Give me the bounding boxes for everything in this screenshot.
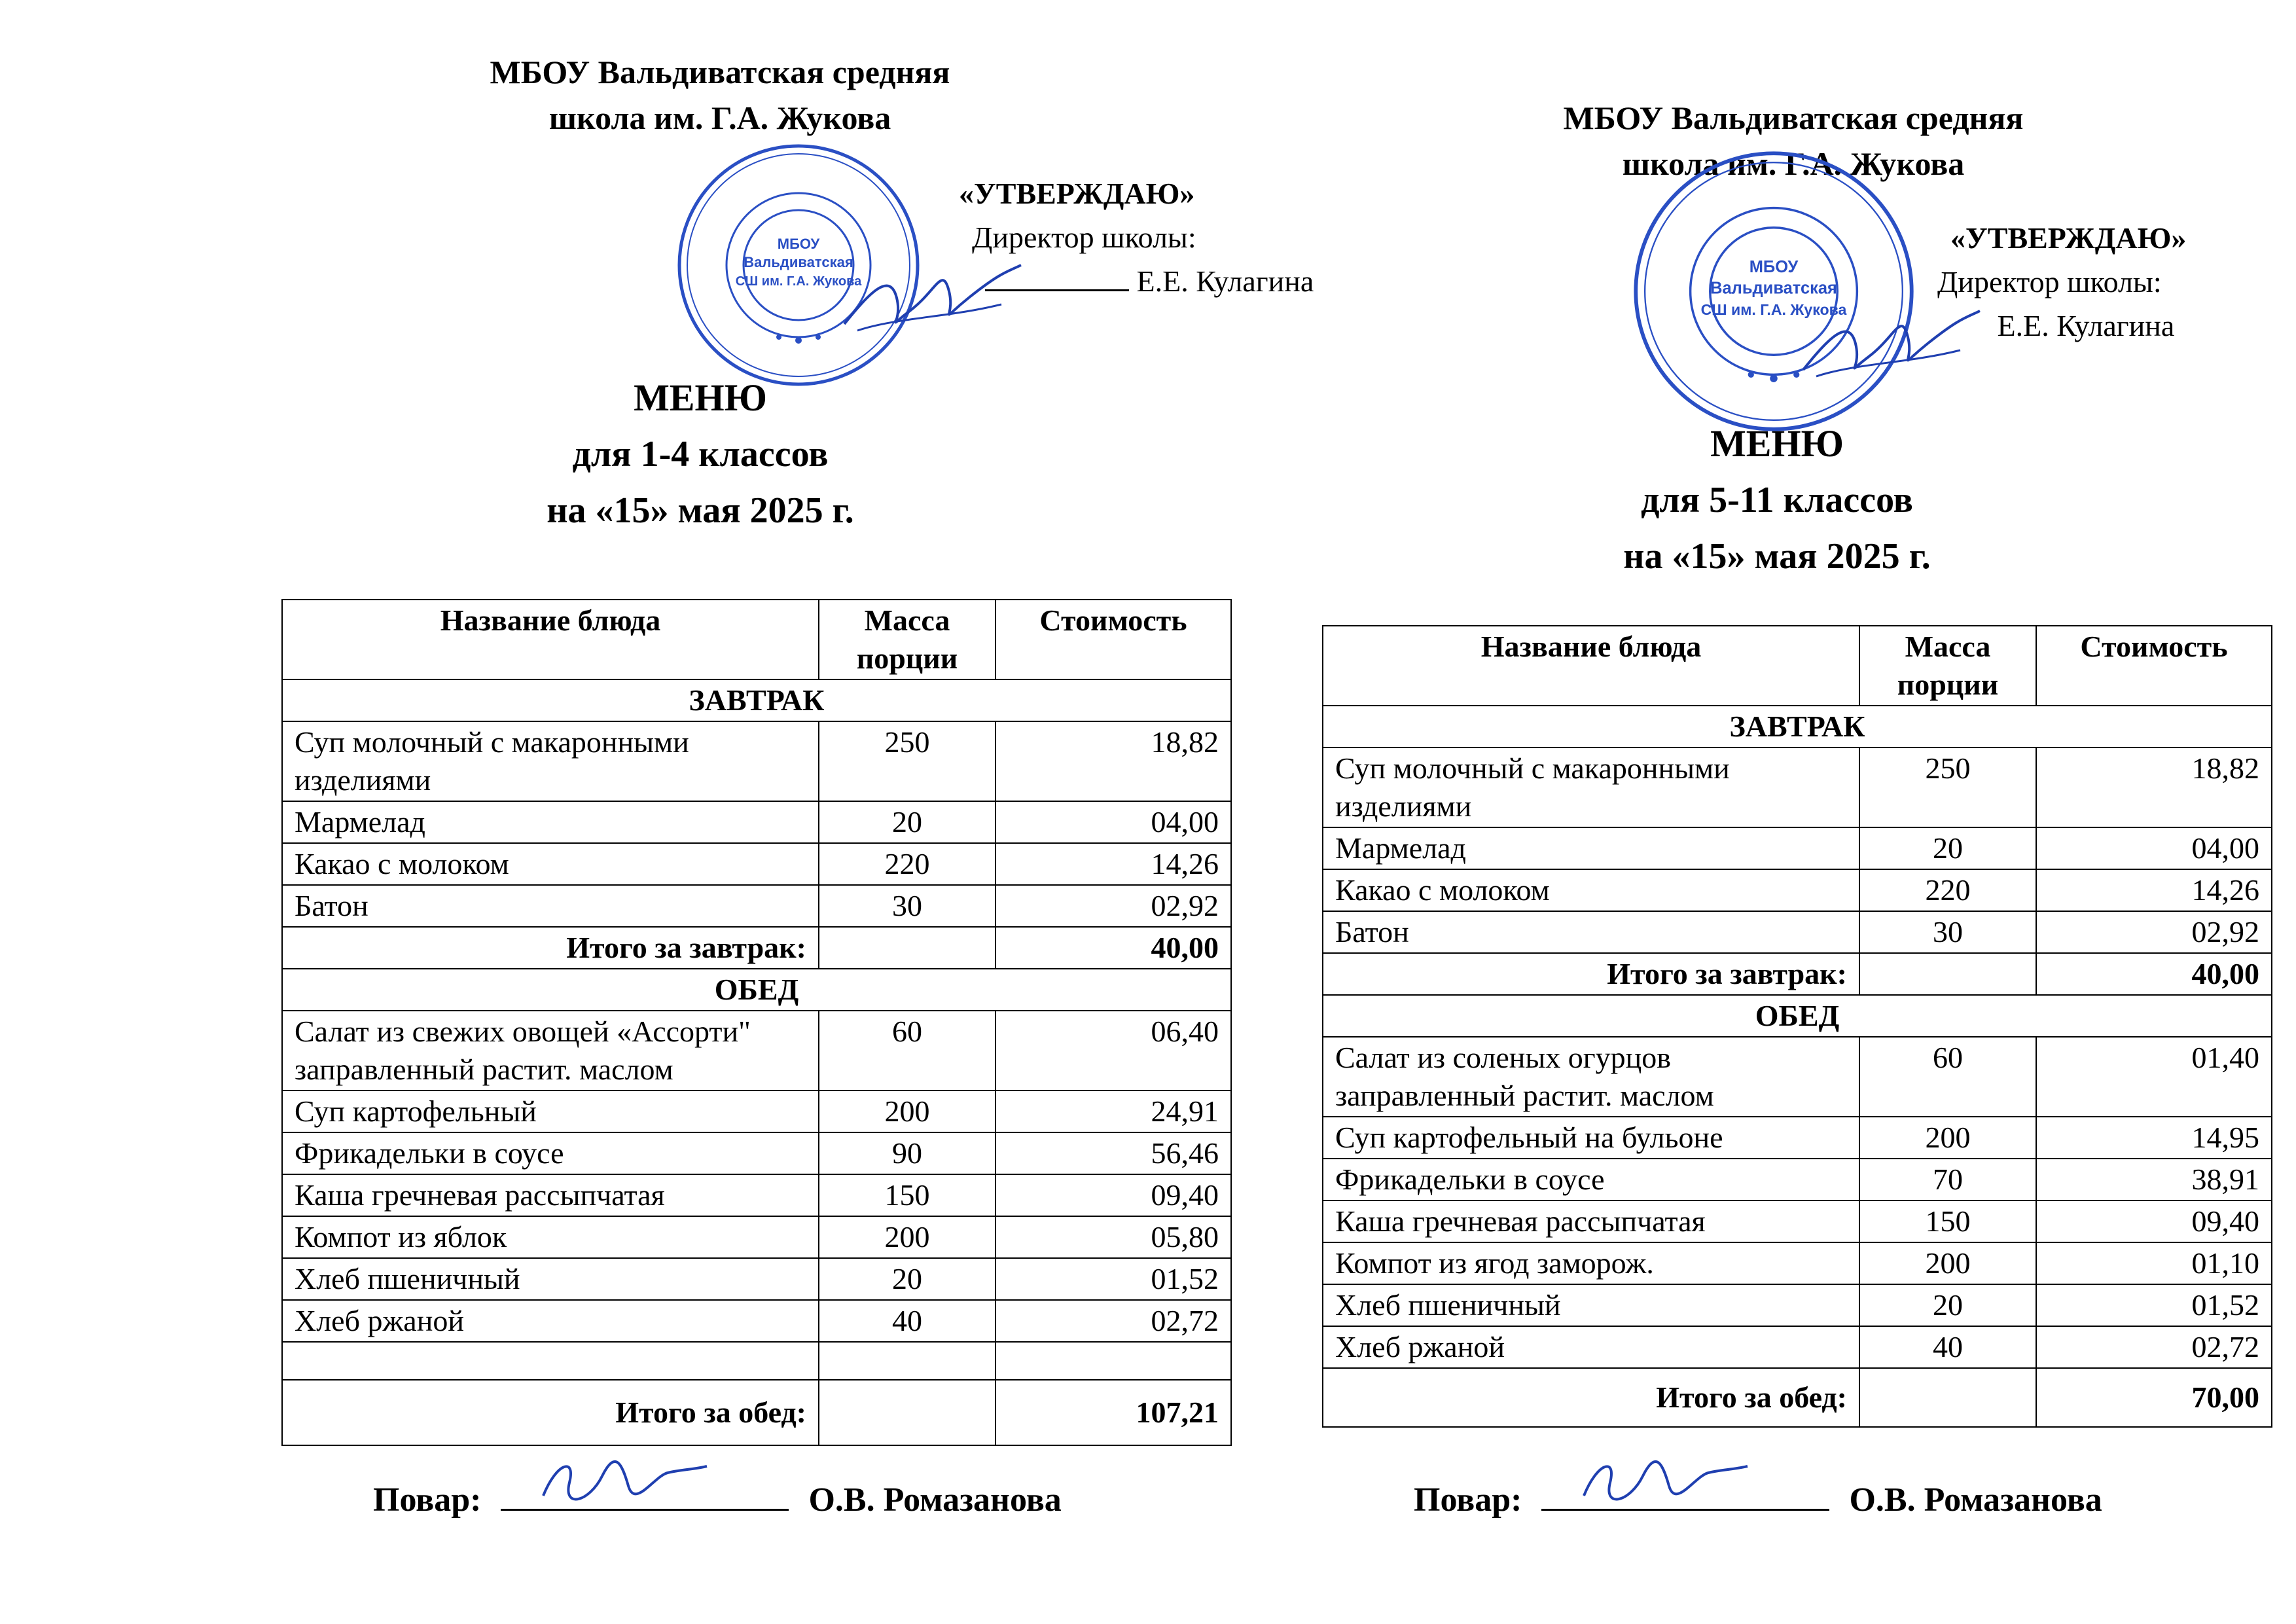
dish-cost: 14,26 bbox=[2036, 869, 2272, 911]
table-row bbox=[282, 1132, 1231, 1174]
dish-name: Мармелад bbox=[282, 801, 819, 843]
director-name: Е.Е. Кулагина bbox=[1136, 264, 1314, 298]
section-breakfast-label: ЗАВТРАК bbox=[1323, 706, 2272, 748]
dish-cost: 18,82 bbox=[2036, 748, 2272, 827]
dish-mass: 220 bbox=[1859, 869, 2036, 911]
table-header-row bbox=[282, 600, 1231, 679]
table-row bbox=[1323, 1326, 2272, 1368]
director-signature-icon bbox=[831, 252, 1028, 344]
menu-title bbox=[406, 370, 995, 539]
table-row bbox=[1323, 827, 2272, 869]
approval-label: «УТВЕРЖДАЮ» bbox=[1950, 221, 2187, 255]
section-lunch bbox=[1323, 995, 2272, 1037]
dish-mass: 40 bbox=[819, 1300, 996, 1342]
dish-name: Суп картофельный bbox=[282, 1091, 819, 1132]
menu-grades-1-4 bbox=[268, 0, 1316, 1624]
approval-label: «УТВЕРЖДАЮ» bbox=[959, 177, 1195, 210]
dish-cost: 02,72 bbox=[2036, 1326, 2272, 1368]
cook-label: Повар: bbox=[373, 1481, 482, 1519]
school-name-line-2: школа им. Г.А. Жукова bbox=[1622, 145, 1965, 182]
lunch-total-empty bbox=[819, 1380, 996, 1445]
section-breakfast-label: ЗАВТРАК bbox=[282, 679, 1231, 721]
dish-mass bbox=[819, 1342, 996, 1380]
dish-name: Хлеб пшеничный bbox=[1323, 1284, 1859, 1326]
school-name-line-1: МБОУ Вальдиватская средняя bbox=[490, 54, 950, 90]
dish-name: Каша гречневая рассыпчатая bbox=[1323, 1200, 1859, 1242]
cook-signature-icon bbox=[1571, 1450, 1754, 1509]
lunch-total-value: 107,21 bbox=[996, 1380, 1231, 1445]
school-name-line-2: школа им. Г.А. Жукова bbox=[548, 99, 891, 136]
breakfast-total-value: 40,00 bbox=[996, 927, 1231, 969]
dish-cost: 14,95 bbox=[2036, 1117, 2272, 1159]
dish-cost: 01,40 bbox=[2036, 1037, 2272, 1117]
dish-name: Фрикадельки в соусе bbox=[1323, 1159, 1859, 1200]
dish-mass: 20 bbox=[819, 801, 996, 843]
dish-cost: 09,40 bbox=[996, 1174, 1231, 1216]
dish-name: Компот из ягод заморож. bbox=[1323, 1242, 1859, 1284]
stamp-center-line-3: СШ им. Г.А. Жукова bbox=[735, 274, 862, 289]
section-lunch bbox=[282, 969, 1231, 1011]
dish-mass: 150 bbox=[1859, 1200, 2036, 1242]
dish-name: Каша гречневая рассыпчатая bbox=[282, 1174, 819, 1216]
dish-name bbox=[282, 1342, 819, 1380]
breakfast-total-row bbox=[282, 927, 1231, 969]
dish-name: Салат из свежих овощей «Ассорти" заправленный растит. маслом bbox=[282, 1011, 819, 1091]
dish-name: Батон bbox=[1323, 911, 1859, 953]
table-row bbox=[282, 721, 1231, 801]
dish-mass: 250 bbox=[819, 721, 996, 801]
dish-cost: 06,40 bbox=[996, 1011, 1231, 1091]
table-row bbox=[282, 1216, 1231, 1258]
header-mass: Масса порции bbox=[819, 600, 996, 679]
dish-name: Мармелад bbox=[1323, 827, 1859, 869]
dish-cost: 02,72 bbox=[996, 1300, 1231, 1342]
cook-name: О.В. Ромазанова bbox=[1849, 1481, 2102, 1519]
dish-mass: 60 bbox=[819, 1011, 996, 1091]
table-row bbox=[282, 1258, 1231, 1300]
breakfast-total-row bbox=[1323, 953, 2272, 995]
dish-name: Хлеб ржаной bbox=[1323, 1326, 1859, 1368]
lunch-total-empty bbox=[1859, 1368, 2036, 1427]
menu-classes: для 1-4 классов bbox=[572, 434, 829, 475]
breakfast-total-value: 40,00 bbox=[2036, 953, 2272, 995]
dish-cost: 04,00 bbox=[996, 801, 1231, 843]
dish-mass: 150 bbox=[819, 1174, 996, 1216]
dish-cost: 18,82 bbox=[996, 721, 1231, 801]
dish-cost: 38,91 bbox=[2036, 1159, 2272, 1200]
school-stamp-icon bbox=[1630, 147, 1918, 435]
menu-table bbox=[281, 599, 1232, 1446]
dish-name: Хлеб ржаной bbox=[282, 1300, 819, 1342]
breakfast-total-empty bbox=[819, 927, 996, 969]
dish-name: Салат из соленых огурцов заправленный растит. маслом bbox=[1323, 1037, 1859, 1117]
cook-line bbox=[373, 1476, 1062, 1519]
table-row bbox=[1323, 1037, 2272, 1117]
menu-classes: для 5-11 классов bbox=[1641, 480, 1913, 520]
header-cost: Стоимость bbox=[996, 600, 1231, 679]
stamp-center-line-1: МБОУ bbox=[1749, 258, 1799, 277]
dish-mass: 220 bbox=[819, 843, 996, 885]
table-header-row bbox=[1323, 626, 2272, 706]
breakfast-total-label: Итого за завтрак: bbox=[1323, 953, 1859, 995]
table-row bbox=[1323, 1159, 2272, 1200]
dish-cost: 02,92 bbox=[996, 885, 1231, 927]
dish-cost: 04,00 bbox=[2036, 827, 2272, 869]
table-row-empty bbox=[282, 1342, 1231, 1380]
table-row bbox=[1323, 748, 2272, 827]
dish-name: Фрикадельки в соусе bbox=[282, 1132, 819, 1174]
table-row bbox=[282, 1091, 1231, 1132]
section-breakfast bbox=[1323, 706, 2272, 748]
table-row bbox=[282, 1174, 1231, 1216]
dish-mass: 20 bbox=[1859, 1284, 2036, 1326]
section-breakfast bbox=[282, 679, 1231, 721]
school-name bbox=[425, 49, 1014, 141]
dish-mass: 20 bbox=[819, 1258, 996, 1300]
dish-mass: 40 bbox=[1859, 1326, 2036, 1368]
dish-name: Хлеб пшеничный bbox=[282, 1258, 819, 1300]
header-dish: Название блюда bbox=[282, 600, 819, 679]
menu-date: на «15» мая 2025 г. bbox=[547, 490, 854, 531]
dish-mass: 250 bbox=[1859, 748, 2036, 827]
dish-name: Суп молочный с макаронными изделиями bbox=[282, 721, 819, 801]
lunch-total-label: Итого за обед: bbox=[282, 1380, 819, 1445]
header-dish: Название блюда bbox=[1323, 626, 1859, 706]
lunch-total-row bbox=[282, 1380, 1231, 1445]
table-row bbox=[282, 843, 1231, 885]
table-row bbox=[1323, 911, 2272, 953]
breakfast-total-label: Итого за завтрак: bbox=[282, 927, 819, 969]
director-role: Директор школы: bbox=[1937, 265, 2162, 298]
table-row bbox=[282, 1011, 1231, 1091]
dish-cost: 05,80 bbox=[996, 1216, 1231, 1258]
dish-cost: 09,40 bbox=[2036, 1200, 2272, 1242]
dish-mass: 200 bbox=[1859, 1117, 2036, 1159]
dish-mass: 200 bbox=[819, 1216, 996, 1258]
dish-name: Батон bbox=[282, 885, 819, 927]
dish-mass: 20 bbox=[1859, 827, 2036, 869]
dish-cost: 01,10 bbox=[2036, 1242, 2272, 1284]
cook-line bbox=[1414, 1476, 2102, 1519]
breakfast-total-empty bbox=[1859, 953, 2036, 995]
dish-name: Какао с молоком bbox=[282, 843, 819, 885]
menu-heading: МЕНЮ bbox=[634, 376, 767, 419]
table-row bbox=[1323, 1284, 2272, 1326]
menu-date: на «15» мая 2025 г. bbox=[1623, 536, 1931, 577]
dish-mass: 30 bbox=[1859, 911, 2036, 953]
table-row bbox=[282, 1300, 1231, 1342]
table-row bbox=[1323, 1242, 2272, 1284]
director-role: Директор школы: bbox=[972, 221, 1196, 254]
section-lunch-label: ОБЕД bbox=[282, 969, 1231, 1011]
dish-mass: 200 bbox=[819, 1091, 996, 1132]
stamp-center-line-2: Вальдиватская bbox=[1710, 279, 1837, 298]
table-row bbox=[282, 801, 1231, 843]
menu-title bbox=[1482, 416, 2072, 585]
dish-cost: 14,26 bbox=[996, 843, 1231, 885]
table-row bbox=[1323, 869, 2272, 911]
cook-name: О.В. Ромазанова bbox=[808, 1481, 1062, 1519]
school-name-line-1: МБОУ Вальдиватская средняя bbox=[1563, 99, 2024, 136]
dish-mass: 70 bbox=[1859, 1159, 2036, 1200]
dish-mass: 90 bbox=[819, 1132, 996, 1174]
director-signature-icon bbox=[1780, 298, 1996, 389]
table-row bbox=[1323, 1200, 2272, 1242]
lunch-total-label: Итого за обед: bbox=[1323, 1368, 1859, 1427]
dish-mass: 60 bbox=[1859, 1037, 2036, 1117]
dish-cost bbox=[996, 1342, 1231, 1380]
table-row bbox=[282, 885, 1231, 927]
dish-mass: 30 bbox=[819, 885, 996, 927]
director-name: Е.Е. Кулагина bbox=[1997, 309, 2175, 342]
menu-grades-5-11 bbox=[1309, 0, 2296, 1624]
table-row bbox=[1323, 1117, 2272, 1159]
dish-cost: 56,46 bbox=[996, 1132, 1231, 1174]
cook-label: Повар: bbox=[1414, 1481, 1522, 1519]
dish-mass: 200 bbox=[1859, 1242, 2036, 1284]
stamp-center-line-1: МБОУ bbox=[777, 236, 820, 252]
section-lunch-label: ОБЕД bbox=[1323, 995, 2272, 1037]
menu-heading: МЕНЮ bbox=[1710, 422, 1844, 465]
lunch-total-row bbox=[1323, 1368, 2272, 1427]
lunch-total-value: 70,00 bbox=[2036, 1368, 2272, 1427]
stamp-center-line-3: СШ им. Г.А. Жукова bbox=[1700, 300, 1847, 318]
cook-signature-icon bbox=[530, 1450, 713, 1509]
stamp-center-line-2: Вальдиватская bbox=[744, 254, 853, 270]
header-cost: Стоимость bbox=[2036, 626, 2272, 706]
dish-cost: 02,92 bbox=[2036, 911, 2272, 953]
dish-name: Компот из яблок bbox=[282, 1216, 819, 1258]
dish-cost: 01,52 bbox=[2036, 1284, 2272, 1326]
dish-name: Суп молочный с макаронными изделиями bbox=[1323, 748, 1859, 827]
dish-name: Суп картофельный на бульоне bbox=[1323, 1117, 1859, 1159]
dish-name: Какао с молоком bbox=[1323, 869, 1859, 911]
menu-table bbox=[1322, 625, 2272, 1428]
header-mass: Масса порции bbox=[1859, 626, 2036, 706]
dish-cost: 01,52 bbox=[996, 1258, 1231, 1300]
dish-cost: 24,91 bbox=[996, 1091, 1231, 1132]
